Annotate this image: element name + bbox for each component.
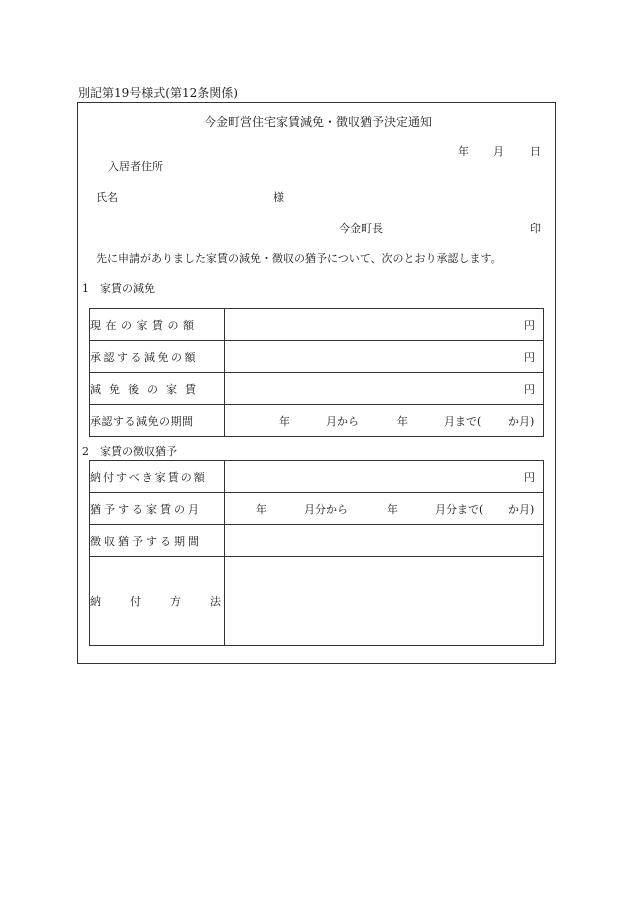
- table-row: [90, 557, 544, 646]
- seal-mark: 印: [530, 222, 541, 235]
- deferral-period-field[interactable]: [225, 525, 544, 557]
- issuer: 今金町長: [339, 222, 383, 235]
- yen-unit: 円: [524, 382, 535, 396]
- approved-reduction-label: 承認する減免の額: [90, 341, 225, 373]
- reduction-table: [89, 308, 544, 437]
- period-month-from: 月から: [326, 414, 359, 428]
- deferred-year-to: 年: [387, 502, 398, 516]
- date-month: 月: [493, 145, 504, 158]
- period-month-to: 月まで(: [444, 414, 482, 428]
- deferred-year-from: 年: [256, 502, 267, 516]
- current-rent-label: 現在の家賃の額: [90, 309, 225, 341]
- deferred-month-to: 月分まで(: [435, 502, 484, 516]
- section1-heading: 1 家賃の減免: [82, 282, 155, 295]
- reduction-period-label: 承認する減免の期間: [90, 405, 225, 437]
- page-title: 今金町営住宅家賃減免・徴収猶予決定通知: [204, 115, 433, 129]
- period-months: か月): [508, 414, 535, 428]
- yen-unit: 円: [524, 470, 535, 484]
- date-day: 日: [530, 145, 541, 158]
- table-row: [90, 493, 544, 525]
- deferred-month-from: 月分から: [304, 502, 348, 516]
- deferral-table: [89, 460, 544, 646]
- payment-method-label: 納付方法: [90, 557, 225, 646]
- table-row: [90, 405, 544, 437]
- rent-after-reduction-field[interactable]: [225, 373, 544, 405]
- form-reference: 別記第19号様式(第12条関係): [78, 86, 238, 100]
- payable-rent-field[interactable]: [225, 461, 544, 493]
- table-row: [90, 525, 544, 557]
- payable-rent-label: 納付すべき家賃の額: [90, 461, 225, 493]
- approved-reduction-field[interactable]: [225, 341, 544, 373]
- yen-unit: 円: [524, 350, 535, 364]
- payment-method-field[interactable]: [225, 557, 544, 646]
- section2-heading: 2 家賃の徴収猶予: [82, 445, 177, 458]
- deferred-months-label: 猶予する家賃の月: [90, 493, 225, 525]
- resident-address-label: 入居者住所: [108, 160, 163, 173]
- table-row: [90, 309, 544, 341]
- reduction-period-field[interactable]: [225, 405, 544, 437]
- honorific: 様: [273, 191, 284, 204]
- period-year-to: 年: [397, 414, 408, 428]
- deferral-period-label: 徴収猶予する期間: [90, 525, 225, 557]
- table-row: [90, 373, 544, 405]
- period-year-from: 年: [279, 414, 290, 428]
- name-label: 氏名: [96, 191, 118, 204]
- date-year: 年: [458, 145, 469, 158]
- deferred-months-count: か月): [508, 502, 535, 516]
- deferred-months-field[interactable]: [225, 493, 544, 525]
- yen-unit: 円: [524, 318, 535, 332]
- table-row: [90, 461, 544, 493]
- intro-text: 先に申請がありました家賃の減免・徴収の猶予について、次のとおり承認します。: [96, 252, 502, 265]
- table-row: [90, 341, 544, 373]
- current-rent-field[interactable]: [225, 309, 544, 341]
- rent-after-reduction-label: 減免後の家賃: [90, 373, 225, 405]
